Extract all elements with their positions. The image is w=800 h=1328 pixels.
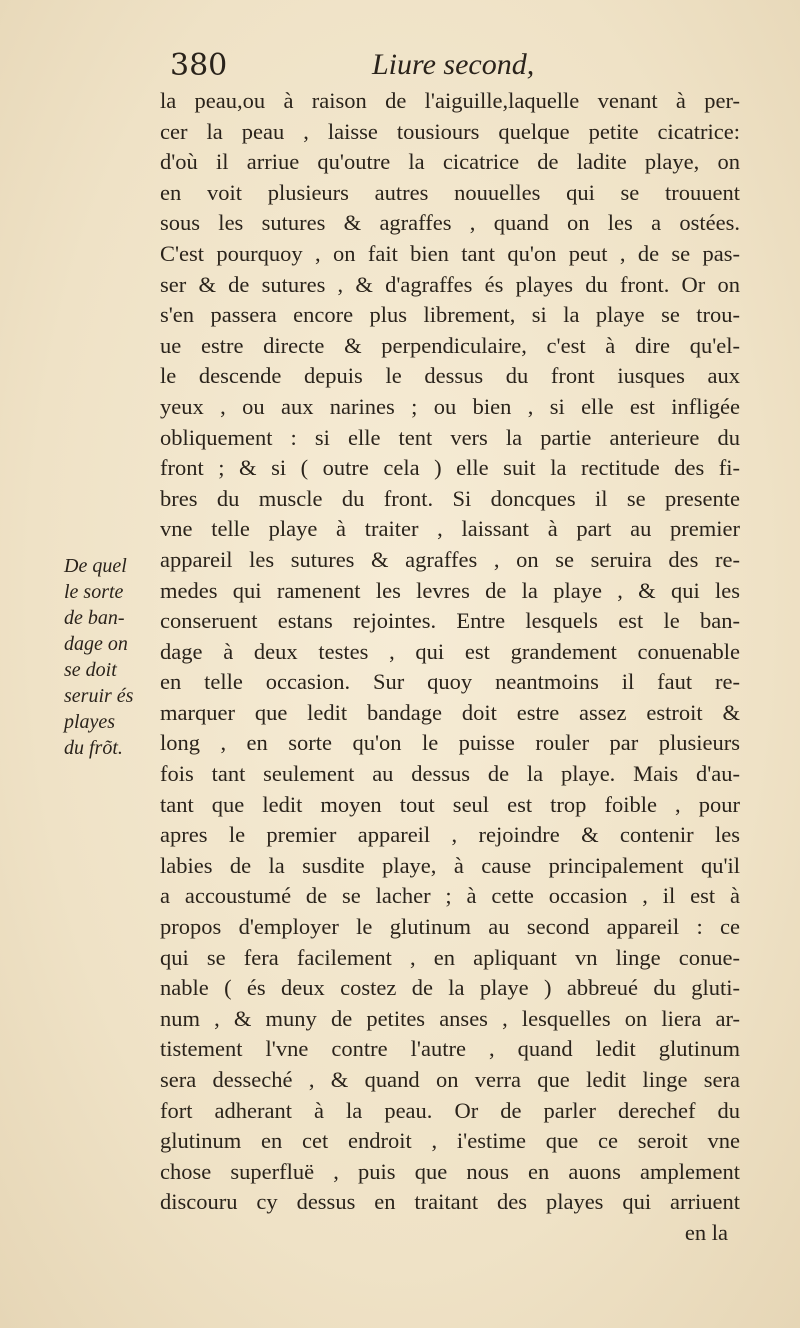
text-line: discouru cy dessus en traitant des playes qui arriuent [160, 1189, 740, 1215]
text-line: front ; & si ( outre cela ) elle suit la rectitude des fi- [160, 455, 740, 481]
text-line: conseruent estans rejointes. Entre lesquels est le ban- [160, 608, 740, 634]
marginal-note-line: dage on [64, 633, 128, 655]
text-line: bres du muscle du front. Si doncques il se presente [160, 485, 740, 511]
text-line: qui se fera facilement , en apliquant vn linge conue- [160, 944, 740, 970]
text-line: tistement l'vne contre l'autre , quand ledit glutinum [160, 1036, 740, 1062]
text-line: en voit plusieurs autres nouuelles qui se trouuent [160, 179, 740, 205]
text-line: tant que ledit moyen tout seul est trop foible , pour [160, 791, 740, 817]
marginal-note-line: le sorte [64, 581, 124, 603]
text-line: d'où il arriue qu'outre la cicatrice de ladite playe, on [160, 149, 740, 175]
marginal-note-line: playes [64, 711, 116, 733]
marginal-note-line: De quel [64, 555, 127, 577]
text-line: cer la peau , laisse tousiours quelque petite cicatrice: [160, 118, 740, 144]
text-line: chose superfluë , puis que nous en auons amplement [160, 1158, 740, 1184]
text-line: labies de la susdite playe, à cause principalement qu'il [160, 852, 740, 878]
catchword: en la [684, 1219, 728, 1245]
marginal-note-line: de ban- [64, 607, 125, 629]
text-line: nable ( és deux costez de la playe ) abbreué du gluti- [160, 975, 740, 1001]
text-line: obliquement : si elle tent vers la partie anterieure du [160, 424, 740, 450]
text-line: dage à deux testes , qui est grandement conuenable [160, 638, 740, 664]
marginal-note [64, 553, 159, 761]
marginal-note-line: du frõt. [64, 737, 123, 759]
text-line: marquer que ledit bandage doit estre assez estroit & [160, 699, 740, 725]
running-title: Liure second, [372, 48, 535, 81]
page-header [160, 48, 740, 88]
text-line: num , & muny de petites anses , lesquelles on liera ar- [160, 1005, 740, 1031]
text-line: vne telle playe à traiter , laissant à part au premier [160, 516, 740, 542]
text-line: C'est pourquoy , on fait bien tant qu'on peut , de se pas- [160, 240, 740, 266]
text-line: le descende depuis le dessus du front iusques aux [160, 363, 740, 389]
text-line: en telle occasion. Sur quoy neantmoins il faut re- [160, 669, 740, 695]
text-line: ue estre directe & perpendiculaire, c'est à dire qu'el- [160, 332, 740, 358]
text-line: sera desseché , & quand on verra que ledit linge sera [160, 1067, 740, 1092]
text-line: fort adherant à la peau. Or de parler derechef du [160, 1097, 740, 1123]
text-line: yeux , ou aux narines ; ou bien , si elle est infligée [160, 393, 740, 419]
marginal-note-line: seruir és [64, 685, 134, 707]
text-line: s'en passera encore plus librement, si la playe se trou- [160, 302, 740, 328]
text-line: apres le premier appareil , rejoindre & contenir les [160, 822, 740, 848]
text-line: fois tant seulement au dessus de la playe. Mais d'au- [160, 761, 740, 787]
text-line: long , en sorte qu'on le puisse rouler par plusieurs [160, 730, 740, 756]
page-number: 380 [170, 48, 228, 83]
text-line: appareil les sutures & agraffes , on se seruira des re- [160, 546, 740, 572]
text-line: propos d'employer le glutinum au second appareil : ce [160, 914, 740, 940]
text-line: a accoustumé de se lacher ; à cette occasion , il est à [160, 883, 740, 909]
marginal-note-line: se doit [64, 659, 117, 681]
text-line: la peau,ou à raison de l'aiguille,laquelle venant à per- [160, 88, 740, 113]
text-line: medes qui ramenent les levres de la playe , & qui les [160, 577, 740, 603]
text-line: ser & de sutures , & d'agraffes és playes du front. Or on [160, 271, 740, 297]
text-line: glutinum en cet endroit , i'estime que ce seroit vne [160, 1128, 740, 1154]
text-line: sous les sutures & agraffes , quand on les a ostées. [160, 210, 740, 236]
body-text [160, 86, 740, 1249]
